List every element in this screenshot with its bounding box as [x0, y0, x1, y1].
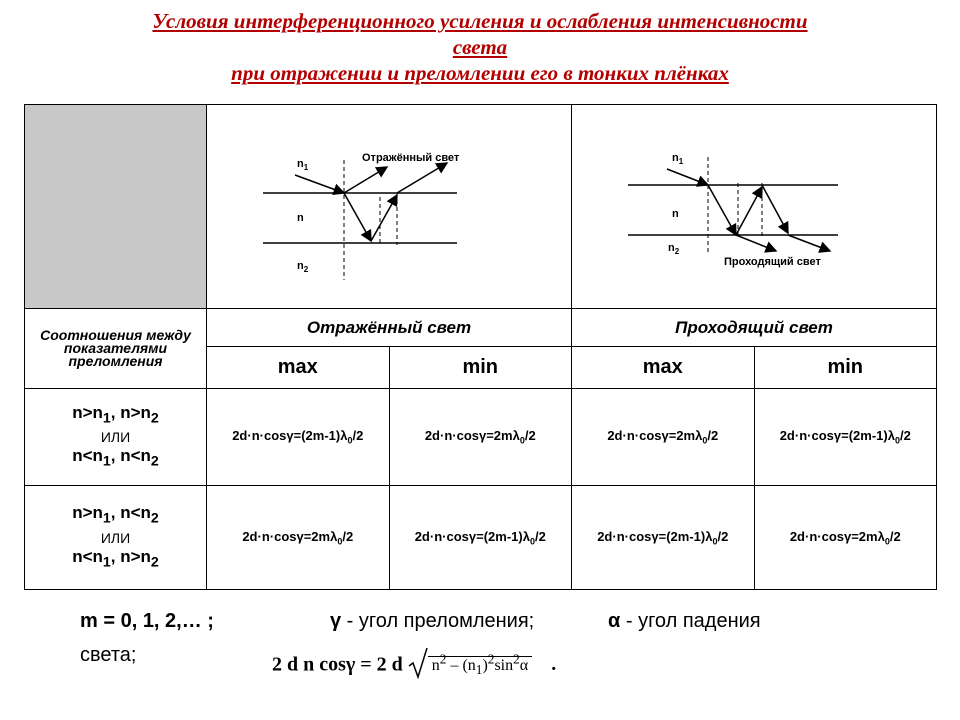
- transmitted-min-header: min: [754, 347, 937, 389]
- footer-gamma-note: γ - угол преломления;: [330, 610, 535, 632]
- label-reflected-light: Отражённый свет: [362, 152, 460, 164]
- label-transmitted-light: Проходящий свет: [724, 256, 821, 268]
- label-n1: $n_1$: [672, 152, 684, 166]
- incident-ray: [667, 169, 708, 185]
- thin-film-formula: 2 d n cosγ = 2 d $n^2 - (n_1)^2\sin^2\alpha$ .: [272, 652, 556, 679]
- reflected-light-header: Отражённый свет: [207, 309, 572, 347]
- conditions-table: [24, 104, 937, 590]
- transmission-diagram-cell: [572, 105, 937, 309]
- title-line-2: света: [452, 35, 508, 59]
- formula-cell: $2d\cdot n\cdot\cos\gamma=(2m-1)\lambda_0/2$: [389, 486, 572, 590]
- title-line-1: Условия интерференционного усиления и ослабления интенсивности: [152, 9, 808, 33]
- formula-cell: $2d\cdot n\cdot\cos\gamma=2m\lambda_0/2$: [572, 389, 755, 486]
- transmitted-ray-1: [736, 235, 776, 251]
- label-n1: $n_1$: [297, 158, 309, 172]
- label-n: n: [297, 212, 304, 224]
- formula-cell: $2d\cdot n\cdot\cos\gamma=2m\lambda_0/2$: [389, 389, 572, 486]
- incident-ray: [295, 175, 344, 193]
- table-row: [25, 486, 937, 590]
- square-root: $n^2 - (n_1)^2\sin^2\alpha$: [408, 652, 532, 679]
- sqrt-icon: [408, 646, 428, 680]
- transmitted-max-header: max: [572, 347, 755, 389]
- reflected-ray-1: [344, 167, 387, 193]
- relation-header: Соотношения между показателями преломления: [25, 309, 207, 389]
- reflected-max-header: max: [207, 347, 390, 389]
- condition-cell: $n>n_1$, $n>n_2$ ИЛИ $n<n_1$, $n<n_2$: [25, 389, 207, 486]
- condition-cell: $n>n_1$, $n<n_2$ ИЛИ $n<n_1$, $n>n_2$: [25, 486, 207, 590]
- title-line-3: при отражении и преломлении его в тонких плёнках: [231, 61, 729, 85]
- label-n2: $n_2$: [297, 260, 309, 274]
- formula-cell: $2d\cdot n\cdot\cos\gamma=(2m-1)\lambda_0/2$: [207, 389, 390, 486]
- refracted-ray-down: [708, 185, 736, 235]
- formula-cell: $2d\cdot n\cdot\cos\gamma=(2m-1)\lambda_0/2$: [572, 486, 755, 590]
- transmission-diagram: [572, 105, 936, 303]
- label-n: n: [672, 208, 679, 220]
- reflection-diagram-cell: [207, 105, 572, 309]
- table-row: [25, 389, 937, 486]
- reflected-min-header: min: [389, 347, 572, 389]
- refracted-ray-down-2: [762, 185, 788, 233]
- formula-cell: $2d\cdot n\cdot\cos\gamma=2m\lambda_0/2$: [754, 486, 937, 590]
- footer-alpha-note: α - угол падения: [608, 610, 761, 632]
- refracted-ray-down: [344, 193, 371, 241]
- footer-line2: света;: [80, 644, 137, 666]
- footer-m-values: m = 0, 1, 2,… ;: [80, 610, 214, 632]
- formula-cell: $2d\cdot n\cdot\cos\gamma=(2m-1)\lambda_0/2$: [754, 389, 937, 486]
- page-title: [40, 8, 920, 86]
- reflection-diagram: [207, 105, 571, 303]
- transmitted-ray-2: [788, 235, 830, 251]
- alpha-symbol: α: [608, 610, 621, 632]
- gray-corner-cell: [25, 105, 207, 309]
- gamma-symbol: γ: [330, 610, 342, 632]
- refracted-ray-up: [736, 187, 762, 235]
- reflected-ray-2: [397, 163, 447, 193]
- label-n2: $n_2$: [668, 242, 680, 256]
- transmitted-light-header: Проходящий свет: [572, 309, 937, 347]
- refracted-ray-up: [371, 195, 397, 241]
- formula-cell: $2d\cdot n\cdot\cos\gamma=2m\lambda_0/2$: [207, 486, 390, 590]
